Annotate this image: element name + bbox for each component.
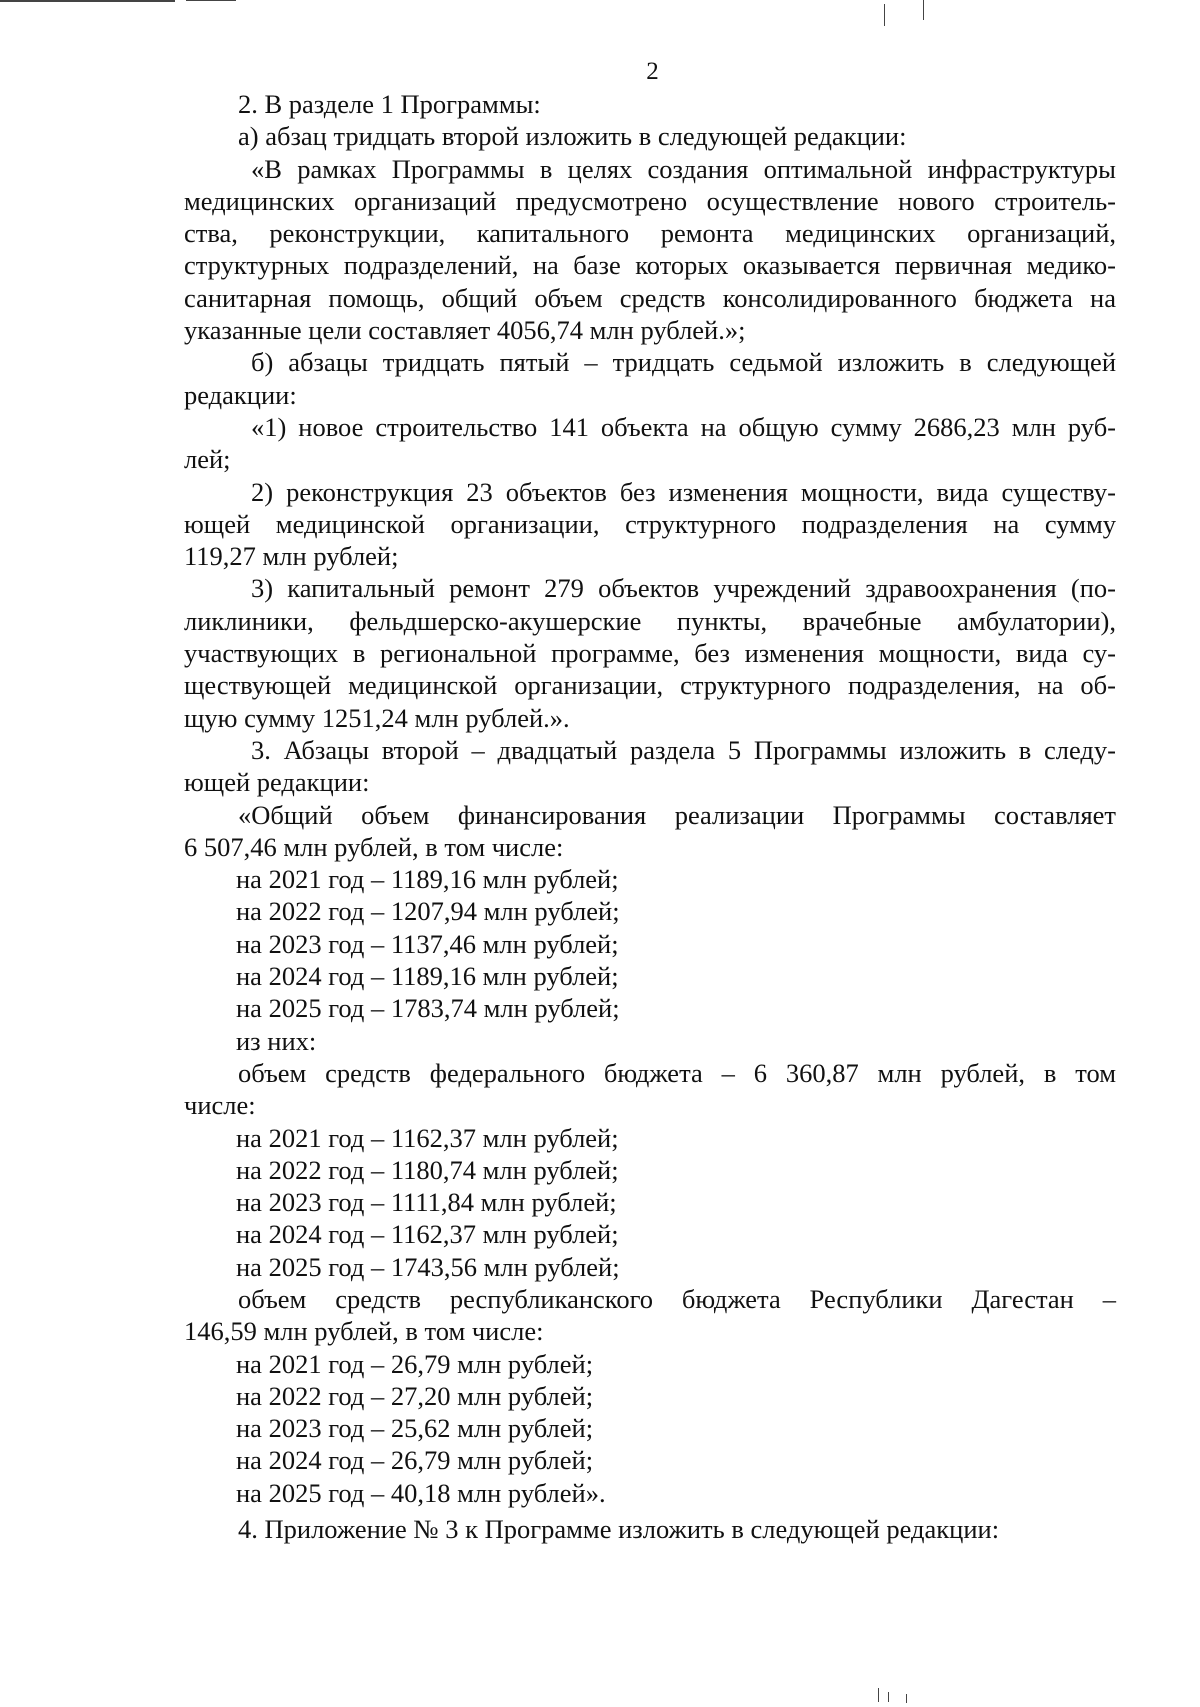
list-item: на 2022 год – 1180,74 млн рублей; — [236, 1154, 619, 1185]
section-2-item-b: редакции: — [184, 379, 297, 410]
total-years-list — [184, 863, 1116, 1057]
document-body — [184, 88, 1116, 1545]
point-3: 3) капитальный ремонт 279 объектов учреждений здравоохранения (по- — [251, 573, 1116, 604]
republic-years-list — [184, 1348, 1116, 1509]
point-3: щую сумму 1251,24 млн рублей.». — [184, 702, 570, 733]
list-item: на 2024 год – 1189,16 млн рублей; — [236, 961, 619, 992]
section-4-heading: 4. Приложение № 3 к Программе изложить в следующей редакции: — [238, 1514, 1000, 1545]
section-3-heading: 3. Абзацы второй – двадцатый раздела 5 Программы изложить в следу- — [251, 734, 1116, 765]
list-item: на 2021 год – 1189,16 млн рублей; — [236, 864, 619, 895]
section-3-heading: ющей редакции: — [184, 767, 370, 798]
of-them-label: из них: — [236, 1025, 317, 1056]
total-financing: «Общий объем финансирования реализации Программы составляет — [238, 799, 1116, 830]
point-3: участвующих в региональной программе, без изменения мощности, вида су- — [184, 638, 1116, 669]
point-3: ликлиники, фельдшерско-акушерские пункты, врачебные амбулатории), — [184, 605, 1116, 636]
point-1: «1) новое строительство 141 объекта на общую сумму 2686,23 млн руб- — [251, 411, 1116, 442]
list-item: на 2025 год – 1743,56 млн рублей; — [236, 1251, 620, 1282]
federal-budget: числе: — [184, 1090, 256, 1121]
point-1: лей; — [184, 444, 231, 475]
page-number: 2 — [646, 58, 659, 85]
list-item: на 2025 год – 1783,74 млн рублей; — [236, 993, 620, 1024]
section-2-quote-line: структурных подразделений, на базе которых оказывается первичная медико- — [184, 250, 1116, 281]
point-2: ющей медицинской организации, структурного подразделения на сумму — [184, 508, 1116, 539]
list-item: на 2023 год – 1111,84 млн рублей; — [236, 1187, 617, 1218]
republic-budget: 146,59 млн рублей, в том числе: — [184, 1316, 544, 1347]
list-item: на 2022 год – 27,20 млн рублей; — [236, 1380, 594, 1411]
list-item: на 2024 год – 26,79 млн рублей; — [236, 1445, 594, 1476]
scan-tick-mark — [884, 4, 885, 26]
section-2-quote-line: «В рамках Программы в целях создания оптимальной инфраструктуры — [251, 153, 1116, 184]
scan-tick-mark — [878, 1688, 879, 1702]
section-2-quote-line: ства, реконструкции, капитального ремонта медицинских организаций, — [184, 218, 1116, 249]
total-financing: 6 507,46 млн рублей, в том числе: — [184, 831, 564, 862]
section-2-quote-line: указанные цели составляет 4056,74 млн рублей.»; — [184, 315, 746, 346]
section-2-item-b: б) абзацы тридцать пятый – тридцать седьмой изложить в следующей — [251, 347, 1116, 378]
point-2: 119,27 млн рублей; — [184, 541, 399, 572]
section-2-quote-line: медицинских организаций предусмотрено осуществление нового строитель- — [184, 185, 1116, 216]
scan-edge-line — [0, 0, 175, 2]
section-2-heading: 2. В разделе 1 Программы: — [238, 89, 541, 119]
list-item: на 2022 год – 1207,94 млн рублей; — [236, 896, 620, 927]
scan-edge-mark — [186, 0, 236, 1]
scan-tick-mark — [923, 0, 924, 20]
list-item: на 2025 год – 40,18 млн рублей». — [236, 1477, 606, 1508]
list-item: на 2024 год – 1162,37 млн рублей; — [236, 1219, 619, 1250]
scan-tick-mark — [906, 1694, 907, 1703]
list-item: на 2023 год – 25,62 млн рублей; — [236, 1413, 594, 1444]
federal-years-list — [184, 1122, 1116, 1283]
section-2-item-a: а) абзац тридцать второй изложить в следующей редакции: — [238, 121, 907, 152]
section-2-quote-line: санитарная помощь, общий объем средств консолидированного бюджета на — [184, 282, 1116, 313]
point-2: 2) реконструкция 23 объектов без изменения мощности, вида существу- — [251, 476, 1116, 507]
federal-budget: объем средств федерального бюджета – 6 360,87 млн рублей, в том — [238, 1057, 1116, 1088]
list-item: на 2021 год – 26,79 млн рублей; — [236, 1348, 594, 1379]
republic-budget: объем средств республиканского бюджета Республики Дагестан – — [238, 1283, 1116, 1314]
list-item: на 2023 год – 1137,46 млн рублей; — [236, 928, 619, 959]
scan-tick-mark — [888, 1692, 889, 1702]
point-3: ществующей медицинской организации, структурного подразделения, на об- — [184, 670, 1116, 701]
list-item: на 2021 год – 1162,37 млн рублей; — [236, 1122, 619, 1153]
